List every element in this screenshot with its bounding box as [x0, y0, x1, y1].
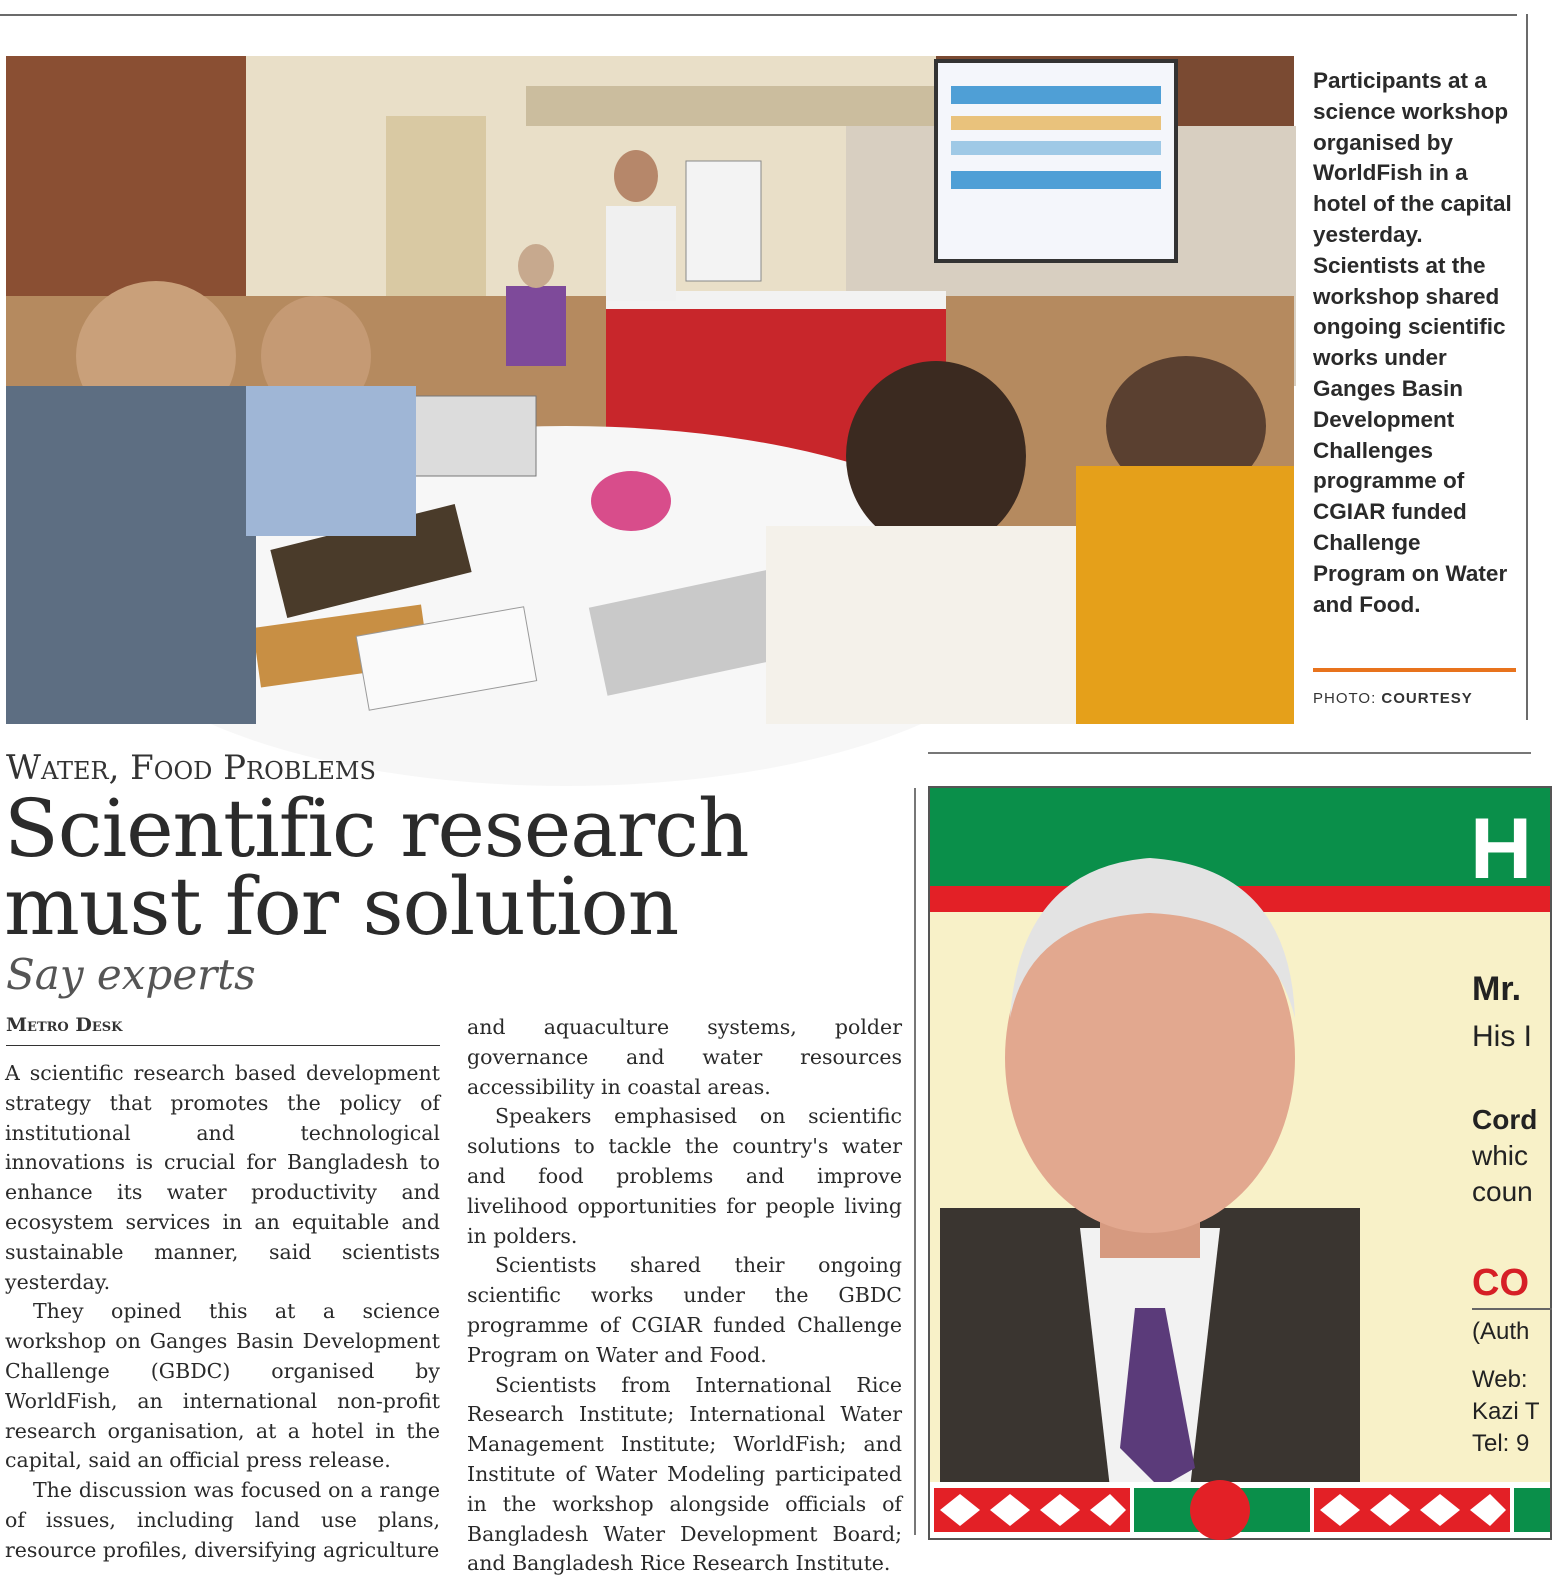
article-byline: Metro Desk [6, 1014, 123, 1036]
byline-rule [6, 1045, 440, 1046]
ad-line-1: whic [1472, 1140, 1529, 1171]
article-paragraph: and aquaculture systems, polder governance and water resources accessibility in coastal areas. [467, 1015, 902, 1099]
right-rule [1526, 14, 1528, 720]
article-paragraph: They opined this at a science workshop on Ganges Basin Development Challenge (GBDC) organised by WorldFish, an international non-profit research organisation, at a hotel in the capital, said an official press release. [5, 1299, 440, 1473]
article-paragraph: The discussion was focused on a range of issues, including land use plans, resource profiles, diversifying agriculture [5, 1478, 440, 1562]
ad-tel: Tel: 9 [1472, 1430, 1530, 1457]
workshop-scene-graphic [6, 56, 1294, 724]
ad-flags-graphic [930, 1482, 1550, 1538]
headline-line-2: must for solution [4, 860, 679, 953]
photo-caption: Participants at a science workshop organised by WorldFish in a hotel of the capital yesterday. Scientists at the workshop shared ongoing scientific works under Ganges Basin Development Challenges programme of CGIAR funded Challenge Program on Water and Food. [1313, 68, 1512, 617]
ad-cord: Cord [1472, 1104, 1538, 1135]
ad-name-sub: His I [1472, 1020, 1532, 1053]
ad-title: H [1470, 801, 1533, 897]
advertisement [928, 786, 1552, 1540]
article-paragraph: Scientists shared their ongoing scientific works under the GBDC programme of CGIAR funded Challenge Program on Water and Food. [467, 1253, 902, 1367]
ad-divider [914, 788, 916, 1535]
article-column-2 [467, 1013, 902, 1579]
article-paragraph: A scientific research based development strategy that promotes the policy of institutional and technological innovations is crucial for Bangladesh to enhance its water productivity and ecosystem services in an equitable and sustainable manner, said scientists yesterday. [5, 1061, 440, 1294]
ad-kazi: Kazi T [1472, 1398, 1540, 1425]
headline-line-1: Scientific research [4, 782, 749, 875]
ad-web: Web: [1472, 1366, 1528, 1393]
photo-credit-label: PHOTO: [1313, 690, 1377, 707]
photo-credit-value: COURTESY [1381, 690, 1473, 707]
ad-top-rule [928, 752, 1531, 754]
ad-portrait [930, 828, 1370, 1488]
article-column-1 [5, 1059, 440, 1566]
ad-red-text: CO [1472, 1262, 1529, 1304]
caption-accent-rule [1313, 668, 1516, 672]
article-kicker: Water, Food Problems [6, 748, 376, 788]
article-headline [4, 782, 904, 953]
ad-name: Mr. [1472, 970, 1522, 1008]
top-rule [0, 14, 1517, 16]
article-subhead: Say experts [6, 950, 256, 999]
ad-line-2: coun [1472, 1176, 1533, 1207]
article-paragraph: Scientists from International Rice Research Institute; International Water Management Institute; WorldFish; and Institute of Water Modeling participated in the workshop alongside officials of Bangladesh Water Development Board; and Bangladesh Rice Research Institute. [467, 1372, 902, 1576]
ad-auth: (Auth [1472, 1318, 1530, 1345]
photo-credit [1313, 690, 1473, 707]
workshop-photo [6, 56, 1294, 724]
article-paragraph: Speakers emphasised on scientific solutions to tackle the country's water and food problems and improve livelihood opportunities for people living in polders. [467, 1104, 902, 1248]
ad-rule [1472, 1308, 1552, 1310]
ad-flag-strip [930, 1482, 1550, 1538]
